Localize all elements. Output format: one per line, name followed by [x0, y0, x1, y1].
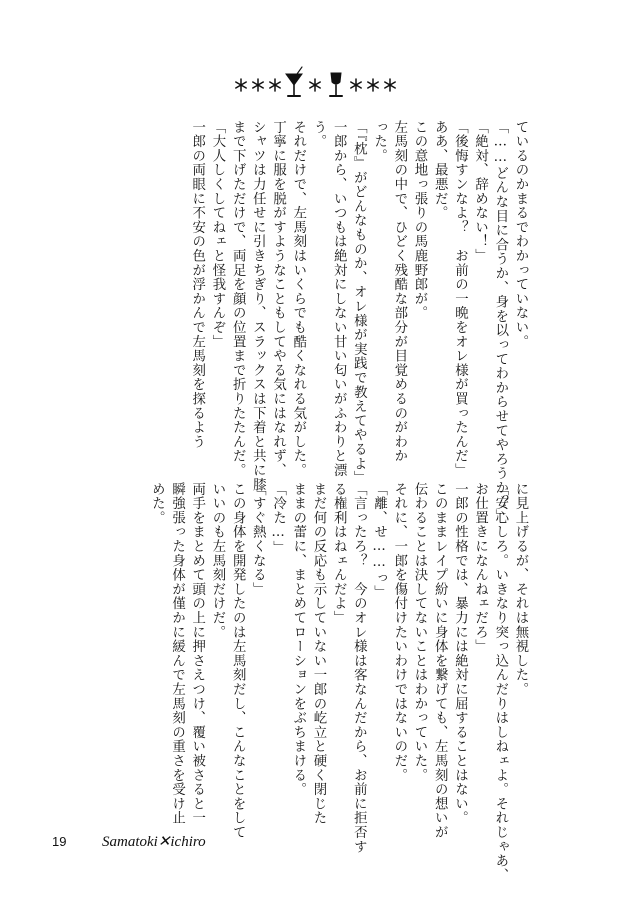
text-line: 「すぐ熱くなる」: [250, 482, 266, 597]
text-line: めた。: [149, 482, 165, 525]
text-line: 「絶対、辞めない！」: [472, 120, 488, 263]
text-line: 「……どんな目に合うか、身を以ってわからせてやろうか？」: [492, 120, 508, 524]
text-line: ているのかまるでわかっていない。: [513, 120, 528, 349]
asterisk-icon: [351, 79, 361, 91]
text-line: シャツは力任せに引きちぎり、スラックスは下着と共に膝: [250, 120, 266, 492]
text-line: この身体を開発したのは左馬刻だし、こんなことをして: [230, 482, 246, 840]
page-number: 19: [52, 834, 67, 849]
text-line: 伝わることは決してないことはわかっていた。: [411, 482, 427, 783]
text-line: お仕置きになんねェだろ」: [472, 482, 488, 654]
text-line: う。: [310, 120, 326, 149]
text-line: まだ何の反応も示していない一郎の屹立と硬く閉じた: [310, 482, 326, 826]
text-line: それだけで、左馬刻はいくらでも酷くなれる気がした。: [290, 120, 306, 478]
text-line: った。: [371, 120, 387, 163]
ornament: [0, 66, 634, 100]
text-line: 「冷た…」: [270, 482, 286, 556]
cocktail-glass-icon: [286, 67, 302, 96]
text-line: 「大人しくしてねェと怪我すんぞ」: [209, 120, 225, 349]
text-line: 「後悔すンなよ？ お前の一晩をオレ様が買ったんだ」: [452, 120, 468, 478]
text-line: いいのも左馬刻だけだ。: [209, 482, 225, 640]
text-line: 瞬強張った身体が僅かに緩んで左馬刻の重さを受け止: [169, 482, 185, 826]
text-line: 「離、せ……っ」: [371, 482, 387, 600]
text-line: 一郎の両眼に不安の色が浮かんで左馬刻を探るよう: [189, 120, 205, 449]
text-line: 一郎の性格では、暴力には絶対に屈することはない。: [452, 482, 468, 826]
text-line: この意地っ張りの馬鹿野郎が。: [411, 120, 427, 321]
text-line: ままの蕾に、まとめてローションをぶちまける。: [290, 482, 306, 797]
text-line: このままレイプ紛いに身体を繋げても、左馬刻の想いが: [432, 482, 448, 840]
text-line: まで下げただけで、両足を顔の位置まで折りたたんだ。: [230, 120, 246, 478]
wine-glass-icon: [330, 73, 342, 96]
asterisk-icon: [253, 79, 263, 91]
text-line: 「『枕』がどんなものか、オレ様が実践で教えてやるよ」: [351, 120, 367, 486]
text-line: ああ、最悪だ。: [432, 120, 448, 221]
running-title: Samatoki✕ichiro: [102, 834, 206, 850]
ornament-graphic: [232, 66, 402, 100]
text-line: る権利はねェんだよ」: [331, 482, 347, 625]
text-line: 「言ったろ？ 今のオレ様は客なんだから、お前に拒否す: [351, 482, 367, 854]
text-line: に見上げるが、それは無視した。: [513, 482, 528, 697]
text-line: 「安心しろ。いきなり突っ込んだりはしねェよ。それじゃあ、: [492, 482, 508, 883]
text-line: それに、一郎を傷付けたいわけではないのだ。: [391, 482, 407, 783]
text-line: 一郎から、いつもは絶対にしない甘い匂いがふわりと漂: [331, 120, 347, 478]
asterisk-icon: [368, 79, 378, 91]
asterisk-icon: [310, 79, 320, 91]
asterisk-icon: [385, 79, 395, 91]
asterisk-icon: [270, 79, 280, 91]
text-line: 丁寧に服を脱がすようなこともしてやる気にはなれず、: [270, 120, 286, 478]
text-line: 左馬刻の中で、ひどく残酷な部分が目覚めるのがわか: [391, 120, 407, 464]
text-line: 両手をまとめて頭の上に押さえつけ、覆い被さると一: [189, 482, 205, 826]
asterisk-icon: [236, 79, 246, 91]
